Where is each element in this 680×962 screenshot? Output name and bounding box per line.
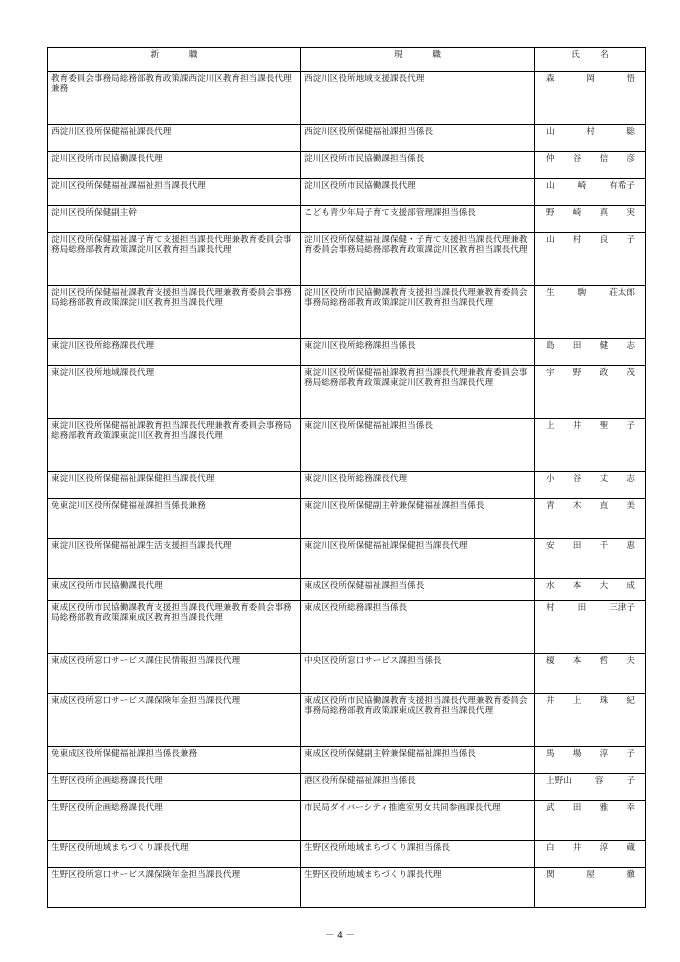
current-position-cell: 淀川区役所市民協働課担当係長	[301, 152, 535, 179]
person-name	[538, 776, 643, 786]
person-name	[538, 235, 643, 245]
person-name-part: 山	[546, 181, 555, 191]
table-row	[48, 841, 646, 868]
person-name-part: 子	[626, 776, 635, 786]
current-position-cell: 生野区役所地域まちづくり課長代理	[301, 868, 535, 908]
person-name-part: 茂	[626, 368, 635, 378]
new-position-cell: 淀川区役所市民協働課長代理	[48, 152, 301, 179]
person-name-part: 村	[586, 127, 595, 137]
new-position-cell: 教育委員会事務局総務部教育政策課西淀川区教育担当課長代理兼務	[48, 72, 301, 125]
current-position-cell: 東淀川区役所保健福祉課教育担当課長代理兼教育委員会事務局総務部教育政策課東淀川区教育担当課長代理	[301, 366, 535, 419]
person-name-part: 実	[626, 208, 635, 218]
person-name	[538, 154, 643, 164]
person-name-part: 山	[546, 127, 555, 137]
table-row	[48, 179, 646, 206]
current-position-cell: 東成区役所市民協働課教育支援担当課長代理兼教育委員会事務局総務部教育政策課東成区教育担当課長代理	[301, 694, 535, 747]
new-position-cell: 生野区役所企画総務課長代理	[48, 801, 301, 841]
new-position-cell: 東淀川区役所保健福祉課生活支援担当課長代理	[48, 539, 301, 579]
person-name	[538, 341, 643, 351]
current-position-cell: 東成区役所保健福祉課担当係長	[301, 579, 535, 601]
person-name-part: 珠	[599, 696, 609, 706]
person-name-cell	[535, 841, 646, 868]
person-name-part: 志	[626, 474, 635, 484]
person-name-part: 森	[546, 74, 555, 84]
person-name-cell	[535, 233, 646, 286]
person-name	[538, 603, 643, 613]
person-name-part: 容	[594, 776, 604, 786]
person-name-part: 生	[546, 288, 555, 298]
current-position-cell: 淀川区役所市民協働課長代理	[301, 179, 535, 206]
header-name	[535, 48, 646, 72]
person-name-part: 村	[572, 235, 582, 245]
new-position-cell: 淀川区役所保健福祉課教育支援担当課長代理兼教育委員会事務局総務部教育政策課淀川区教育担当課長代理	[48, 286, 301, 339]
table-row	[48, 499, 646, 539]
person-name-cell	[535, 206, 646, 233]
person-name-part: 野	[546, 208, 555, 218]
table-row	[48, 601, 646, 654]
person-name-part: 井	[572, 421, 582, 431]
table-row	[48, 539, 646, 579]
table-row	[48, 579, 646, 601]
person-name-part: 場	[572, 749, 582, 759]
person-name-part: 田	[572, 541, 582, 551]
person-name-part: 幸	[626, 803, 635, 813]
person-name-part: 三津子	[609, 603, 635, 613]
header-new-position	[48, 48, 301, 72]
person-name-part: 駒	[577, 288, 587, 298]
person-name-part: 直	[599, 501, 609, 511]
table-row	[48, 472, 646, 499]
person-name	[538, 127, 643, 137]
table-row	[48, 339, 646, 366]
person-name-cell	[535, 125, 646, 152]
person-name-part: 馬	[546, 749, 555, 759]
person-name-part: 上野山	[546, 776, 572, 786]
header-current-position-label: 現 職	[394, 50, 442, 60]
person-name	[538, 421, 643, 431]
person-name-part: 本	[572, 656, 582, 666]
person-name-part: 田	[572, 341, 582, 351]
person-name	[538, 581, 643, 591]
person-name-cell	[535, 601, 646, 654]
person-name-part: 関	[546, 870, 555, 880]
person-name-cell	[535, 654, 646, 694]
person-name-part: 田	[572, 803, 582, 813]
person-name-part: 紀	[626, 696, 635, 706]
personnel-table-container	[47, 47, 645, 908]
person-name-part: 夫	[626, 656, 635, 666]
person-name-part: 健	[599, 341, 609, 351]
new-position-cell: 東成区役所窓口サービス課住民情報担当課長代理	[48, 654, 301, 694]
table-body	[48, 72, 646, 908]
person-name-part: 井	[572, 843, 582, 853]
table-row	[48, 152, 646, 179]
person-name-part: 子	[626, 235, 635, 245]
person-name-part: 恵	[626, 541, 635, 551]
person-name-part: 屋	[586, 870, 595, 880]
person-name-part: 崎	[572, 208, 582, 218]
current-position-cell: 東淀川区役所総務課担当係長	[301, 339, 535, 366]
person-name-cell	[535, 579, 646, 601]
person-name-part: 千	[599, 541, 609, 551]
person-name-part: 真	[599, 208, 609, 218]
person-name-part: 良	[599, 235, 609, 245]
person-name-part: 徹	[626, 870, 635, 880]
new-position-cell: 東淀川区役所総務課長代理	[48, 339, 301, 366]
table-header-row	[48, 48, 646, 72]
table-row	[48, 694, 646, 747]
person-name-part: 聖	[599, 421, 609, 431]
table-row	[48, 747, 646, 774]
person-name-part: 成	[626, 581, 635, 591]
person-name-part: 上	[546, 421, 555, 431]
current-position-cell: 東淀川区役所保健福祉課保健担当課長代理	[301, 539, 535, 579]
table-row	[48, 72, 646, 125]
person-name-cell	[535, 152, 646, 179]
person-name-part: 信	[599, 154, 609, 164]
person-name-part: 志	[626, 341, 635, 351]
person-name	[538, 208, 643, 218]
person-name-part: 美	[626, 501, 635, 511]
current-position-cell: 淀川区役所保健福祉課保健・子育て支援担当課長代理兼教育委員会事務局総務部教育政策課淀川区教育担当課長代理	[301, 233, 535, 286]
table-row	[48, 206, 646, 233]
current-position-cell: 市民局ダイバーシティ推進室男女共同参画課長代理	[301, 801, 535, 841]
page-number: － 4 －	[325, 931, 355, 941]
person-name-cell	[535, 179, 646, 206]
personnel-table	[47, 47, 646, 908]
person-name-part: 政	[599, 368, 609, 378]
current-position-cell: 中央区役所窓口サービス課担当係長	[301, 654, 535, 694]
person-name-part: 彦	[626, 154, 635, 164]
current-position-cell: 西淀川区役所保健福祉課担当係長	[301, 125, 535, 152]
person-name-part: 大	[599, 581, 609, 591]
new-position-cell: 免東成区役所保健福祉課担当係長兼務	[48, 747, 301, 774]
new-position-cell: 東成区役所市民協働課教育支援担当課長代理兼教育委員会事務局総務部教育政策課東成区教育担当課長代理	[48, 601, 301, 654]
new-position-cell: 東成区役所窓口サービス課保険年金担当課長代理	[48, 694, 301, 747]
person-name-part: 雅	[599, 803, 609, 813]
person-name-cell	[535, 499, 646, 539]
person-name-cell	[535, 774, 646, 801]
new-position-cell: 東成区役所市民協働課長代理	[48, 579, 301, 601]
person-name	[538, 501, 643, 511]
person-name-part: 白	[546, 843, 555, 853]
table-row	[48, 868, 646, 908]
current-position-cell: 東成区役所保健副主幹兼保健福祉課担当係長	[301, 747, 535, 774]
person-name	[538, 541, 643, 551]
person-name-part: 谷	[572, 154, 582, 164]
current-position-cell: 西淀川区役所地域支援課長代理	[301, 72, 535, 125]
new-position-cell: 淀川区役所保健福祉課福祉担当課長代理	[48, 179, 301, 206]
current-position-cell: 港区役所保健福祉課担当係長	[301, 774, 535, 801]
new-position-cell: 生野区役所窓口サービス課保険年金担当課長代理	[48, 868, 301, 908]
person-name-part: 井	[546, 696, 555, 706]
person-name-part: 荘太郎	[609, 288, 635, 298]
current-position-cell: 生野区役所地域まちづくり課担当係長	[301, 841, 535, 868]
person-name-part: 水	[546, 581, 555, 591]
new-position-cell: 生野区役所地域まちづくり課長代理	[48, 841, 301, 868]
new-position-cell: 生野区役所企画総務課長代理	[48, 774, 301, 801]
person-name-part: 村	[546, 603, 555, 613]
table-row	[48, 366, 646, 419]
current-position-cell: 東成区役所総務課担当係長	[301, 601, 535, 654]
new-position-cell: 淀川区役所保健副主幹	[48, 206, 301, 233]
person-name-part: 仲	[546, 154, 555, 164]
person-name-part: 木	[572, 501, 582, 511]
person-name-part: 淳	[599, 749, 609, 759]
table-row	[48, 286, 646, 339]
table-row	[48, 801, 646, 841]
person-name-part: 崎	[577, 181, 587, 191]
person-name-cell	[535, 801, 646, 841]
new-position-cell: 西淀川区役所保健福祉課長代理	[48, 125, 301, 152]
person-name-cell	[535, 747, 646, 774]
new-position-cell: 東淀川区役所保健福祉課教育担当課長代理兼教育委員会事務局総務部教育政策課東淀川区教育担当課長代理	[48, 419, 301, 472]
person-name-part: 岡	[586, 74, 595, 84]
person-name-cell	[535, 694, 646, 747]
header-new-position-label: 新 職	[150, 50, 199, 60]
person-name-part: 有希子	[609, 181, 635, 191]
person-name-part: 悟	[626, 74, 635, 84]
current-position-cell: 東淀川区役所保健副主幹兼保健福祉課担当係長	[301, 499, 535, 539]
person-name-part: 小	[546, 474, 555, 484]
person-name-part: 淳	[599, 843, 609, 853]
current-position-cell: こども青少年局子育て支援部管理課担当係長	[301, 206, 535, 233]
new-position-cell: 淀川区役所保健福祉課子育て支援担当課長代理兼教育委員会事務局総務部教育政策課淀川区教育担当課長代理	[48, 233, 301, 286]
person-name-part: 青	[546, 501, 555, 511]
person-name	[538, 696, 643, 706]
person-name-part: 宇	[546, 368, 555, 378]
person-name-part: 武	[546, 803, 555, 813]
table-row	[48, 233, 646, 286]
person-name	[538, 368, 643, 378]
current-position-cell: 東淀川区役所保健福祉課担当係長	[301, 419, 535, 472]
new-position-cell: 東淀川区役所地域課長代理	[48, 366, 301, 419]
person-name	[538, 843, 643, 853]
person-name-part: 子	[626, 421, 635, 431]
person-name-cell	[535, 72, 646, 125]
person-name-part: 上	[572, 696, 582, 706]
person-name	[538, 74, 643, 84]
new-position-cell: 東淀川区役所保健福祉課保健担当課長代理	[48, 472, 301, 499]
person-name-part: 田	[577, 603, 587, 613]
current-position-cell: 淀川区役所市民協働課教育支援担当課長代理兼教育委員会事務局総務部教育政策課淀川区教育担当課長代理	[301, 286, 535, 339]
person-name-cell	[535, 868, 646, 908]
person-name-part: 島	[546, 341, 555, 351]
person-name-part: 谷	[572, 474, 582, 484]
person-name-cell	[535, 419, 646, 472]
person-name	[538, 870, 643, 880]
person-name-part: 山	[546, 235, 555, 245]
person-name-part: 安	[546, 541, 555, 551]
person-name-cell	[535, 339, 646, 366]
header-current-position	[301, 48, 535, 72]
person-name-part: 哲	[599, 656, 609, 666]
person-name	[538, 656, 643, 666]
person-name	[538, 749, 643, 759]
table-row	[48, 774, 646, 801]
person-name	[538, 288, 643, 298]
person-name-part: 丈	[599, 474, 609, 484]
person-name-part: 榎	[546, 656, 555, 666]
person-name-cell	[535, 472, 646, 499]
table-row	[48, 654, 646, 694]
person-name-part: 本	[572, 581, 582, 591]
person-name-part: 野	[572, 368, 582, 378]
new-position-cell: 免東淀川区役所保健福祉課担当係長兼務	[48, 499, 301, 539]
header-name-label: 氏 名	[571, 50, 610, 60]
person-name-part: 子	[626, 749, 635, 759]
person-name	[538, 181, 643, 191]
person-name	[538, 474, 643, 484]
person-name-part: 聡	[626, 127, 635, 137]
person-name-cell	[535, 286, 646, 339]
table-row	[48, 125, 646, 152]
person-name-part: 蔵	[626, 843, 635, 853]
current-position-cell: 東淀川区役所総務課長代理	[301, 472, 535, 499]
person-name-cell	[535, 539, 646, 579]
table-row	[48, 419, 646, 472]
person-name	[538, 803, 643, 813]
person-name-cell	[535, 366, 646, 419]
